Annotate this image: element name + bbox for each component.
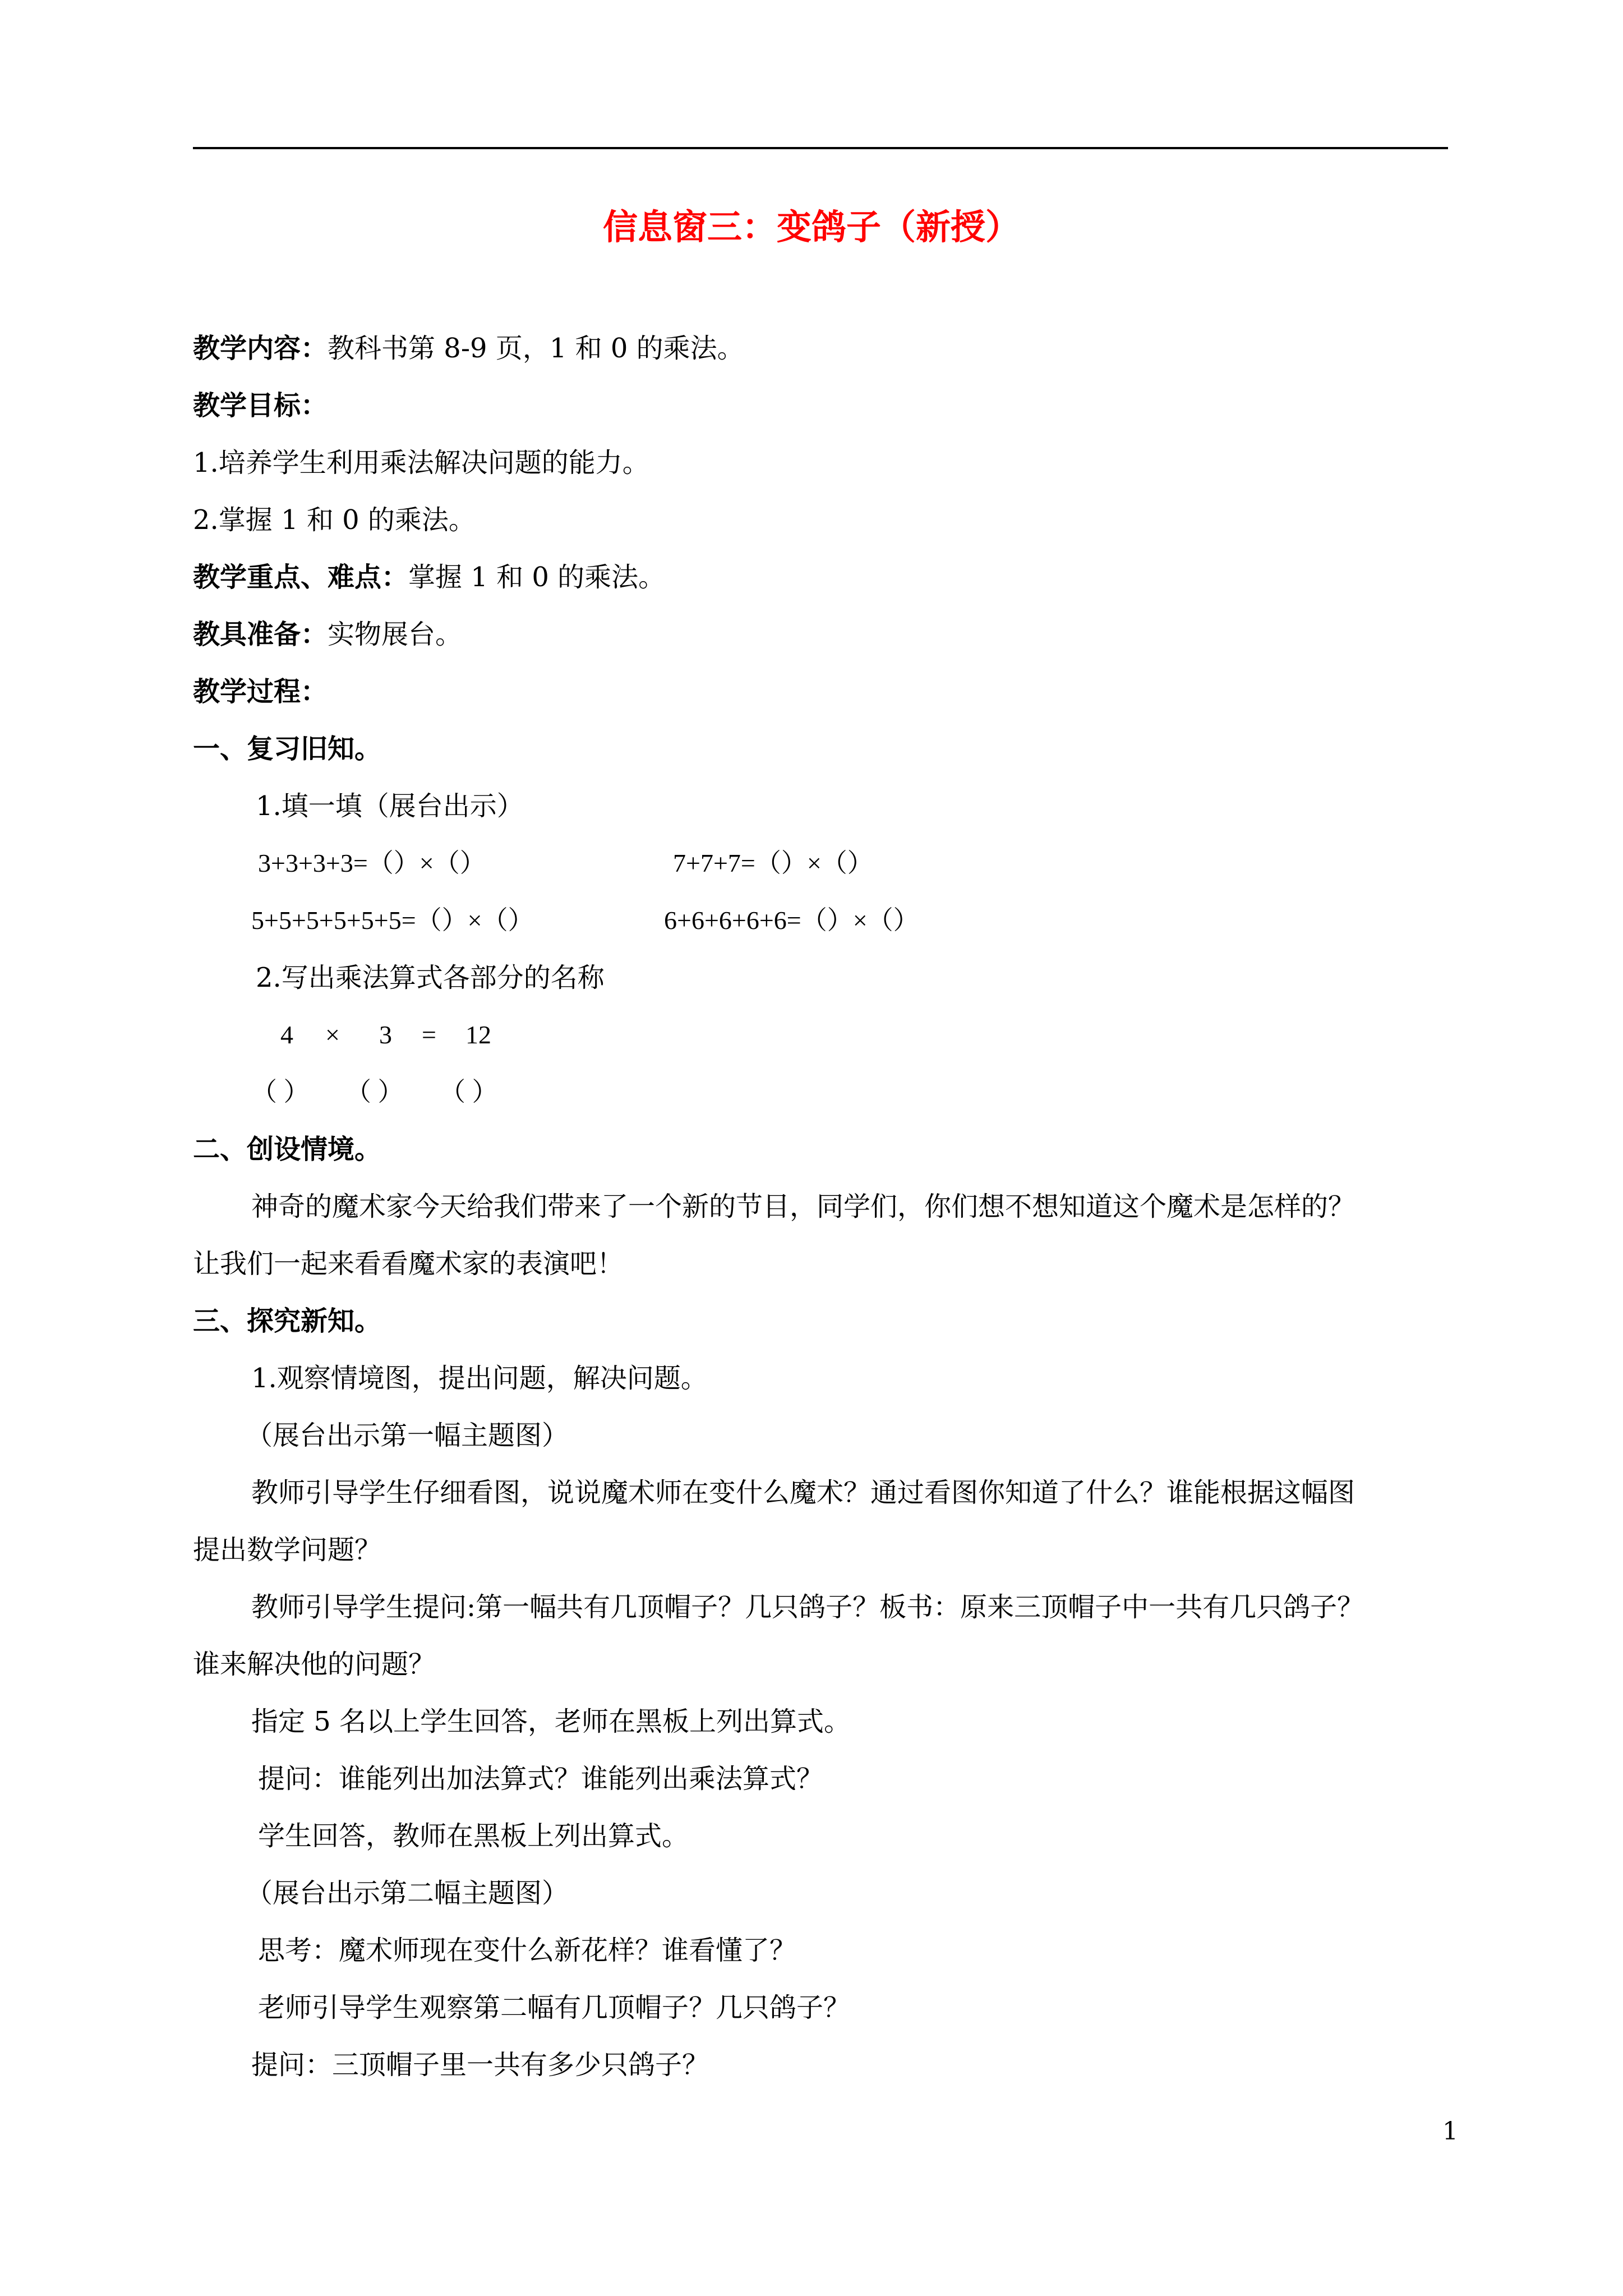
page-number: 1 xyxy=(1442,2117,1458,2146)
section-2-heading: 二、创设情境。 xyxy=(193,1134,382,1165)
explore-line-1: 1.观察情境图，提出问题，解决问题。 xyxy=(251,1363,708,1394)
teaching-content-label: 教学内容： xyxy=(193,333,328,364)
key-points xyxy=(193,558,665,597)
review-task-2: 2.写出乘法算式各部分的名称 xyxy=(256,962,605,993)
explore-line-3b: 提出数学问题？ xyxy=(193,1534,382,1566)
equation-3: 5+5+5+5+5+5=（）×（） xyxy=(251,906,534,935)
teaching-process-label: 教学过程： xyxy=(193,676,328,707)
teaching-tools-label: 教具准备： xyxy=(193,619,328,650)
teaching-tools xyxy=(193,615,462,654)
name-blank-1: （ ） xyxy=(251,1078,310,1106)
expr-factor-2: 3 xyxy=(379,1020,392,1049)
header-rule xyxy=(193,147,1448,149)
expr-equals: = xyxy=(422,1020,436,1049)
scenario-paragraph-line-1: 神奇的魔术家今天给我们带来了一个新的节目，同学们，你们想不想知道这个魔术是怎样的？ xyxy=(251,1191,1355,1222)
explore-line-11: 提问：三顶帽子里一共有多少只鸽子？ xyxy=(251,2049,709,2081)
teaching-content xyxy=(193,329,744,368)
explore-line-4a: 教师引导学生提问:第一幅共有几顶帽子？几只鸽子？板书：原来三顶帽子中一共有几只鸽子？ xyxy=(251,1591,1364,1623)
goal-item-2: 2.掌握 1 和 0 的乘法。 xyxy=(193,504,476,536)
equation-4: 6+6+6+6+6=（）×（） xyxy=(664,906,919,935)
teaching-goals-label: 教学目标： xyxy=(193,390,328,421)
scenario-paragraph-line-2: 让我们一起来看看魔术家的表演吧！ xyxy=(193,1248,624,1280)
explore-line-7: 学生回答，教师在黑板上列出算式。 xyxy=(258,1820,689,1852)
expr-product: 12 xyxy=(465,1020,491,1049)
name-blank-3: （ ） xyxy=(440,1078,498,1106)
key-points-label: 教学重点、难点： xyxy=(193,562,409,593)
page-title: 信息窗三：变鸽子（新授） xyxy=(602,206,1020,247)
explore-line-10: 老师引导学生观察第二幅有几顶帽子？几只鸽子？ xyxy=(258,1992,851,2023)
explore-line-9: 思考：魔术师现在变什么新花样？谁看懂了？ xyxy=(258,1935,797,1966)
explore-line-8: （展台出示第二幅主题图） xyxy=(246,1878,569,1909)
explore-line-6: 提问：谁能列出加法算式？谁能列出乘法算式？ xyxy=(258,1763,824,1795)
key-points-text: 掌握 1 和 0 的乘法。 xyxy=(408,562,666,593)
goal-item-1: 1.培养学生利用乘法解决问题的能力。 xyxy=(193,447,649,478)
teaching-content-text: 教科书第 8-9 页，1 和 0 的乘法。 xyxy=(328,333,744,364)
explore-line-3a: 教师引导学生仔细看图，说说魔术师在变什么魔术？通过看图你知道了什么？谁能根据这幅图 xyxy=(251,1477,1355,1508)
name-blank-2: （ ） xyxy=(345,1078,404,1106)
review-task-1: 1.填一填（展台出示） xyxy=(256,790,524,822)
equation-1: 3+3+3+3=（）×（） xyxy=(258,849,486,877)
section-3-heading: 三、探究新知。 xyxy=(193,1305,382,1337)
equation-2: 7+7+7=（）×（） xyxy=(673,849,873,877)
explore-line-4b: 谁来解决他的问题？ xyxy=(193,1649,436,1680)
explore-line-5: 指定 5 名以上学生回答，老师在黑板上列出算式。 xyxy=(251,1706,851,1737)
section-1-heading: 一、复习旧知。 xyxy=(193,733,382,765)
expr-times: × xyxy=(325,1020,340,1049)
expr-factor-1: 4 xyxy=(280,1020,293,1049)
explore-line-2: （展台出示第一幅主题图） xyxy=(246,1420,569,1451)
teaching-tools-text: 实物展台。 xyxy=(328,619,463,650)
